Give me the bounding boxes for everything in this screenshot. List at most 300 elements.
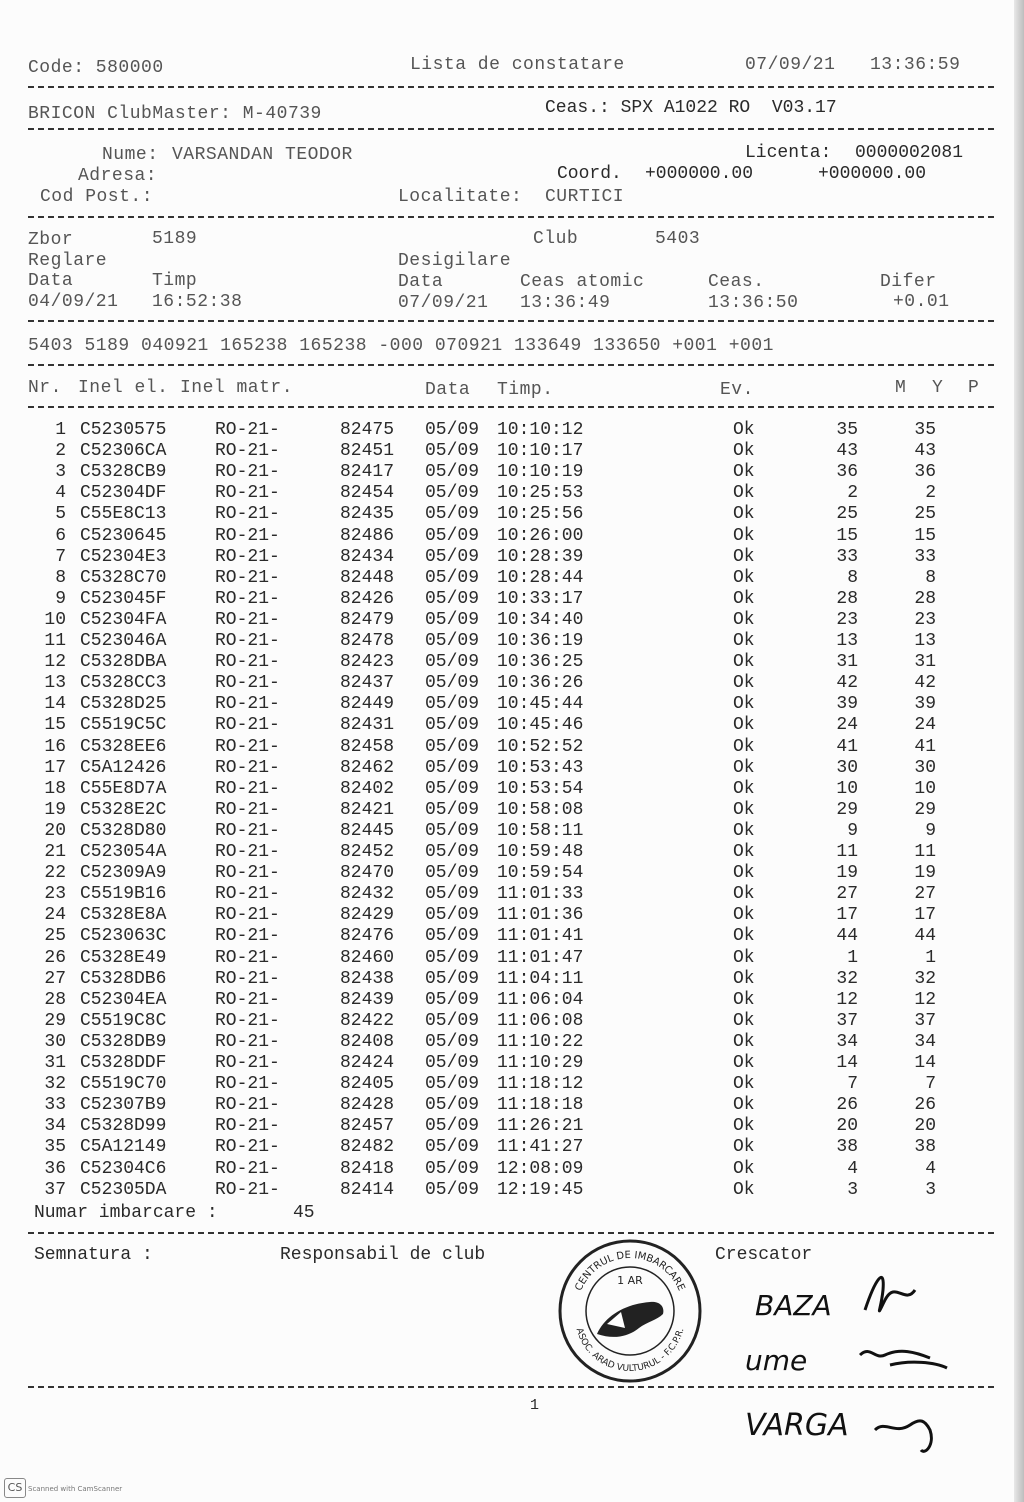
ring-number: 82434: [340, 546, 395, 567]
rank-y: 41: [914, 736, 936, 757]
electronic-ring: C523046A: [80, 631, 167, 651]
table-row: [0, 462, 1024, 483]
electronic-ring: C5328DBA: [80, 652, 167, 673]
rank-y: 44: [914, 926, 936, 947]
ring-number: 82478: [340, 631, 395, 651]
table-row: [0, 1011, 1024, 1032]
rank-m: 12: [836, 989, 858, 1010]
rank-y: 37: [914, 1010, 936, 1031]
row-number: 23: [44, 884, 66, 905]
event-status: Ok: [733, 631, 755, 651]
table-row: [0, 631, 1024, 652]
electronic-ring: C52304EA: [80, 989, 167, 1010]
divider: [28, 364, 994, 366]
rank-y: 35: [914, 420, 936, 440]
ring-series: RO-21-: [215, 588, 280, 609]
rank-y: 23: [914, 609, 936, 630]
ring-number: 82426: [340, 588, 395, 609]
arrival-time: 10:58:11: [497, 820, 584, 841]
rank-m: 25: [836, 504, 858, 525]
coord-label: Coord.: [557, 164, 622, 184]
ceas-label: Ceas.: [708, 272, 765, 292]
divider: [28, 320, 994, 322]
rank-y: 8: [925, 567, 936, 588]
col-data: Data: [425, 380, 471, 400]
club-value: 5403: [655, 229, 701, 249]
arrival-date: 05/09: [425, 588, 480, 609]
arrival-time: 11:10:22: [497, 1031, 584, 1052]
row-number: 16: [44, 736, 66, 757]
ring-series: RO-21-: [215, 420, 280, 440]
rank-y: 14: [914, 1053, 936, 1073]
arrival-date: 05/09: [425, 631, 480, 651]
electronic-ring: C523054A: [80, 842, 167, 862]
rank-y: 20: [914, 1116, 936, 1137]
rank-m: 30: [836, 757, 858, 778]
rank-m: 31: [836, 652, 858, 673]
event-status: Ok: [733, 736, 755, 757]
table-row: [0, 1095, 1024, 1116]
arrival-time: 11:06:04: [497, 989, 584, 1010]
event-status: Ok: [733, 525, 755, 546]
table-row: [0, 926, 1024, 947]
arrival-date: 05/09: [425, 673, 480, 694]
ring-number: 82435: [340, 504, 395, 525]
ring-number: 82454: [340, 483, 395, 504]
table-row: [0, 504, 1024, 525]
arrival-time: 10:53:43: [497, 757, 584, 778]
club-responsible-label: Responsabil de club: [280, 1245, 486, 1265]
electronic-ring: C5328CB9: [80, 462, 167, 483]
arrival-date: 05/09: [425, 441, 480, 462]
rank-m: 20: [836, 1116, 858, 1137]
rank-m: 26: [836, 1095, 858, 1116]
row-number: 14: [44, 694, 66, 715]
ceas-atomic-label: Ceas atomic: [520, 272, 645, 292]
row-number: 2: [55, 441, 66, 462]
col-y: Y: [932, 378, 944, 398]
table-row: [0, 779, 1024, 800]
ring-series: RO-21-: [215, 694, 280, 715]
table-row: [0, 863, 1024, 884]
arrival-time: 11:10:29: [497, 1053, 584, 1073]
rank-y: 13: [914, 631, 936, 651]
desigilare-label: Desigilare: [398, 251, 512, 271]
table-row: [0, 758, 1024, 779]
arrival-date: 05/09: [425, 1074, 480, 1095]
arrival-date: 05/09: [425, 947, 480, 968]
ring-series: RO-21-: [215, 799, 280, 820]
row-number: 28: [44, 989, 66, 1010]
table-row: [0, 1053, 1024, 1074]
electronic-ring: C5328CC3: [80, 673, 167, 694]
ring-series: RO-21-: [215, 1095, 280, 1116]
arrival-time: 10:52:52: [497, 736, 584, 757]
electronic-ring: C55E8C13: [80, 504, 167, 525]
arrival-date: 05/09: [425, 884, 480, 905]
ring-number: 82452: [340, 842, 395, 862]
event-status: Ok: [733, 1158, 755, 1179]
arrival-time: 11:18:18: [497, 1095, 584, 1116]
arrival-time: 11:01:33: [497, 884, 584, 905]
ring-series: RO-21-: [215, 673, 280, 694]
col-timp: Timp.: [497, 380, 554, 400]
event-status: Ok: [733, 926, 755, 947]
divider: [28, 1232, 994, 1234]
ring-series: RO-21-: [215, 567, 280, 588]
signature-2: ume: [745, 1344, 808, 1377]
fancier-name: VARSANDAN TEODOR: [172, 145, 353, 165]
table-row: [0, 568, 1024, 589]
rank-m: 4: [847, 1158, 858, 1179]
table-row: [0, 610, 1024, 631]
rank-m: 32: [836, 968, 858, 989]
arrival-date: 05/09: [425, 989, 480, 1010]
electronic-ring: C5328EE6: [80, 736, 167, 757]
stamp-top-text: CENTRUL DE IMBARCARE: [573, 1249, 687, 1293]
arrival-date: 05/09: [425, 609, 480, 630]
col-inel-el: Inel el.: [78, 378, 169, 398]
ring-number: 82423: [340, 652, 395, 673]
rank-y: 19: [914, 863, 936, 884]
event-status: Ok: [733, 778, 755, 799]
address-label: Adresa:: [78, 166, 158, 186]
difer-value: +0.01: [893, 292, 950, 312]
postcode-label: Cod Post.:: [40, 187, 154, 207]
arrival-date: 05/09: [425, 1053, 480, 1073]
table-row: [0, 441, 1024, 462]
arrival-time: 11:01:47: [497, 947, 584, 968]
rank-m: 23: [836, 609, 858, 630]
table-row: [0, 905, 1024, 926]
table-row: [0, 526, 1024, 547]
ring-number: 82445: [340, 820, 395, 841]
arrival-time: 11:41:27: [497, 1137, 584, 1158]
data2-label: Data: [398, 272, 444, 292]
ring-number: 82448: [340, 567, 395, 588]
zbor-value: 5189: [152, 229, 198, 249]
arrival-time: 10:28:44: [497, 567, 584, 588]
ring-series: RO-21-: [215, 1137, 280, 1158]
table-row: [0, 652, 1024, 673]
rank-m: 11: [836, 842, 858, 862]
table-row: [0, 969, 1024, 990]
arrival-time: 10:25:53: [497, 483, 584, 504]
document-title: Lista de constatare: [410, 55, 625, 75]
event-status: Ok: [733, 968, 755, 989]
club-label: Club: [533, 229, 579, 249]
rank-y: 42: [914, 673, 936, 694]
event-status: Ok: [733, 1053, 755, 1073]
locality-value: CURTICI: [545, 187, 625, 207]
zbor-label: Zbor: [28, 230, 74, 250]
ring-series: RO-21-: [215, 947, 280, 968]
summary-value: 45: [293, 1203, 315, 1223]
rank-y: 4: [925, 1158, 936, 1179]
rank-m: 41: [836, 736, 858, 757]
arrival-date: 05/09: [425, 1158, 480, 1179]
header-date: 07/09/21: [745, 55, 836, 75]
row-number: 4: [55, 483, 66, 504]
event-status: Ok: [733, 715, 755, 736]
arrival-time: 10:10:12: [497, 420, 584, 440]
row-number: 11: [44, 631, 66, 651]
event-status: Ok: [733, 1095, 755, 1116]
rank-m: 43: [836, 441, 858, 462]
rank-y: 30: [914, 757, 936, 778]
row-number: 8: [55, 567, 66, 588]
arrival-time: 11:04:11: [497, 968, 584, 989]
arrival-time: 10:34:40: [497, 609, 584, 630]
ring-number: 82408: [340, 1031, 395, 1052]
table-row: [0, 1159, 1024, 1180]
arrival-date: 05/09: [425, 546, 480, 567]
signature-2-scribble: [860, 1351, 947, 1368]
ring-number: 82421: [340, 799, 395, 820]
row-number: 6: [55, 525, 66, 546]
ring-series: RO-21-: [215, 778, 280, 799]
electronic-ring: C523045F: [80, 588, 167, 609]
rank-y: 17: [914, 905, 936, 926]
table-row: [0, 673, 1024, 694]
table-row: [0, 737, 1024, 758]
ring-series: RO-21-: [215, 631, 280, 651]
rank-y: 36: [914, 462, 936, 483]
event-status: Ok: [733, 546, 755, 567]
club-stamp: [555, 1236, 705, 1386]
ring-series: RO-21-: [215, 1010, 280, 1031]
arrival-date: 05/09: [425, 863, 480, 884]
license-label: Licenta:: [745, 143, 832, 163]
ring-series: RO-21-: [215, 989, 280, 1010]
clock-time: 13:36:50: [708, 293, 799, 313]
camscanner-logo: CS: [4, 1478, 26, 1498]
arrival-date: 05/09: [425, 736, 480, 757]
ring-series: RO-21-: [215, 1158, 280, 1179]
stamp-bottom-text: ASOC. ARAD VULTURUL - F.C.P.R.: [573, 1327, 687, 1375]
table-row: [0, 990, 1024, 1011]
row-number: 25: [44, 926, 66, 947]
ring-number: 82439: [340, 989, 395, 1010]
arrival-date: 05/09: [425, 1116, 480, 1137]
event-status: Ok: [733, 483, 755, 504]
electronic-ring: C5519C8C: [80, 1010, 167, 1031]
rank-m: 15: [836, 525, 858, 546]
arrival-time: 10:36:25: [497, 652, 584, 673]
ring-series: RO-21-: [215, 905, 280, 926]
event-status: Ok: [733, 947, 755, 968]
arrival-time: 10:53:54: [497, 778, 584, 799]
row-number: 17: [44, 757, 66, 778]
ring-series: RO-21-: [215, 1179, 280, 1200]
rank-m: 9: [847, 820, 858, 841]
ring-number: 82422: [340, 1010, 395, 1031]
ring-number: 82405: [340, 1074, 395, 1095]
header-time: 13:36:59: [870, 55, 961, 75]
arrival-time: 10:25:56: [497, 504, 584, 525]
ring-series: RO-21-: [215, 820, 280, 841]
col-m: M: [895, 378, 907, 398]
electronic-ring: C5519C5C: [80, 715, 167, 736]
electronic-ring: C5A12149: [80, 1137, 167, 1158]
divider: [28, 406, 994, 408]
reglare-label: Reglare: [28, 251, 108, 271]
header-code: Code: 580000: [28, 58, 164, 78]
stamp-center-text: 1 AR: [617, 1274, 643, 1287]
row-number: 5: [55, 504, 66, 525]
row-number: 12: [44, 652, 66, 673]
data-label: Data: [28, 271, 74, 291]
rank-y: 38: [914, 1137, 936, 1158]
row-number: 13: [44, 673, 66, 694]
arrival-date: 05/09: [425, 778, 480, 799]
arrival-date: 05/09: [425, 652, 480, 673]
arrival-date: 05/09: [425, 799, 480, 820]
arrival-date: 05/09: [425, 462, 480, 483]
ring-series: RO-21-: [215, 504, 280, 525]
table-row: [0, 715, 1024, 736]
ring-series: RO-21-: [215, 926, 280, 947]
arrival-time: 11:01:36: [497, 905, 584, 926]
row-number: 22: [44, 863, 66, 884]
rank-m: 44: [836, 926, 858, 947]
ring-series: RO-21-: [215, 968, 280, 989]
row-number: 35: [44, 1137, 66, 1158]
rank-y: 12: [914, 989, 936, 1010]
rank-y: 31: [914, 652, 936, 673]
event-status: Ok: [733, 799, 755, 820]
arrival-time: 10:28:39: [497, 546, 584, 567]
event-status: Ok: [733, 1179, 755, 1200]
ring-number: 82460: [340, 947, 395, 968]
ring-series: RO-21-: [215, 546, 280, 567]
rank-m: 33: [836, 546, 858, 567]
locality-label: Localitate:: [398, 187, 523, 207]
rank-y: 11: [914, 842, 936, 862]
arrival-time: 10:59:54: [497, 863, 584, 884]
rank-y: 32: [914, 968, 936, 989]
ring-series: RO-21-: [215, 715, 280, 736]
table-row: [0, 1116, 1024, 1137]
arrival-date: 05/09: [425, 694, 480, 715]
rank-y: 15: [914, 525, 936, 546]
ring-number: 82462: [340, 757, 395, 778]
coord-x: +000000.00: [645, 164, 754, 184]
table-row: [0, 800, 1024, 821]
electronic-ring: C5230575: [80, 420, 167, 440]
table-row: [0, 589, 1024, 610]
rank-y: 26: [914, 1095, 936, 1116]
event-status: Ok: [733, 609, 755, 630]
arrival-date: 05/09: [425, 504, 480, 525]
row-number: 33: [44, 1095, 66, 1116]
electronic-ring: C5A12426: [80, 757, 167, 778]
arrival-date: 05/09: [425, 1095, 480, 1116]
rank-y: 24: [914, 715, 936, 736]
page-number: 1: [530, 1397, 540, 1414]
ring-number: 82458: [340, 736, 395, 757]
electronic-ring: C5328DDF: [80, 1053, 167, 1073]
ring-number: 82451: [340, 441, 395, 462]
ring-number: 82437: [340, 673, 395, 694]
rank-m: 2: [847, 483, 858, 504]
table-row: [0, 948, 1024, 969]
electronic-ring: C5519C70: [80, 1074, 167, 1095]
row-number: 37: [44, 1179, 66, 1200]
col-nr: Nr.: [28, 378, 62, 398]
arrival-date: 05/09: [425, 1010, 480, 1031]
ring-number: 82432: [340, 884, 395, 905]
electronic-ring: C5328DB9: [80, 1031, 167, 1052]
rank-m: 37: [836, 1010, 858, 1031]
arrival-time: 12:19:45: [497, 1179, 584, 1200]
row-number: 26: [44, 947, 66, 968]
row-number: 32: [44, 1074, 66, 1095]
row-number: 7: [55, 546, 66, 567]
coord-y: +000000.00: [818, 164, 927, 184]
event-status: Ok: [733, 863, 755, 884]
event-status: Ok: [733, 504, 755, 525]
rank-m: 10: [836, 778, 858, 799]
event-status: Ok: [733, 1116, 755, 1137]
arrival-time: 10:36:19: [497, 631, 584, 651]
ring-series: RO-21-: [215, 736, 280, 757]
rank-m: 17: [836, 905, 858, 926]
handwritten-signatures: [725, 1260, 985, 1460]
arrival-date: 05/09: [425, 420, 480, 440]
arrival-date: 05/09: [425, 525, 480, 546]
system-id: BRICON ClubMaster: M-40739: [28, 104, 322, 124]
reglare-date: 04/09/21: [28, 292, 119, 312]
ring-number: 82449: [340, 694, 395, 715]
ring-number: 82414: [340, 1179, 395, 1200]
arrival-date: 05/09: [425, 715, 480, 736]
rank-y: 33: [914, 546, 936, 567]
rank-y: 39: [914, 694, 936, 715]
arrival-date: 05/09: [425, 820, 480, 841]
row-number: 30: [44, 1031, 66, 1052]
reglare-time: 16:52:38: [152, 292, 243, 312]
event-status: Ok: [733, 905, 755, 926]
rank-m: 36: [836, 462, 858, 483]
event-status: Ok: [733, 652, 755, 673]
arrival-time: 10:36:26: [497, 673, 584, 694]
ring-series: RO-21-: [215, 757, 280, 778]
ring-number: 82402: [340, 778, 395, 799]
ring-number: 82482: [340, 1137, 395, 1158]
electronic-ring: C5519B16: [80, 884, 167, 905]
table-row: [0, 483, 1024, 504]
code-line: 5403 5189 040921 165238 165238 -000 070921 133649 133650 +001 +001: [28, 336, 774, 356]
rank-m: 27: [836, 884, 858, 905]
row-number: 3: [55, 462, 66, 483]
difer-label: Difer: [880, 272, 937, 292]
rank-y: 9: [925, 820, 936, 841]
electronic-ring: C5328C70: [80, 567, 167, 588]
ring-series: RO-21-: [215, 863, 280, 884]
ring-number: 82438: [340, 968, 395, 989]
electronic-ring: C52305DA: [80, 1179, 167, 1200]
row-number: 27: [44, 968, 66, 989]
event-status: Ok: [733, 567, 755, 588]
table-row: [0, 1074, 1024, 1095]
event-status: Ok: [733, 757, 755, 778]
event-status: Ok: [733, 588, 755, 609]
ring-number: 82418: [340, 1158, 395, 1179]
divider: [28, 216, 994, 218]
ring-number: 82424: [340, 1053, 395, 1073]
ring-series: RO-21-: [215, 525, 280, 546]
